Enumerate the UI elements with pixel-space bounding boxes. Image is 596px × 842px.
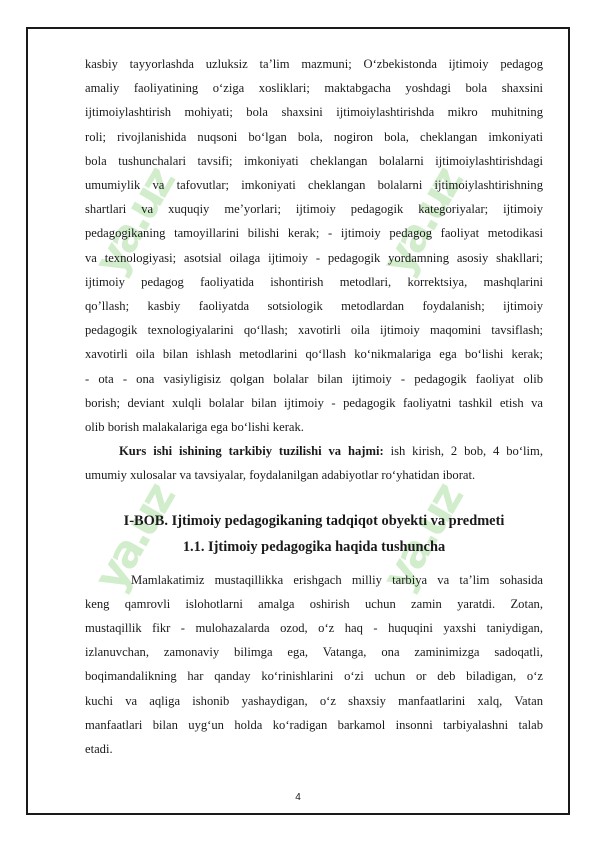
text-line: va texnologiyasi; asotsial oilaga ijtimoiy - pedagogik yordamning asosiy shakllari;	[85, 250, 543, 265]
text-line: izlanuvchan, zamonaviy bilimga ega, Vatanga, ona zaminimizga sadoqatli,	[85, 645, 543, 660]
text-line: amaliy faoliyatining o‘ziga xosliklari; maktabgacha yoshdagi bola shaxsini	[85, 81, 543, 96]
text-line: keng qamrovli islohotlarni amalga oshirish uchun zamin yaratdi. Zotan,	[85, 596, 543, 611]
watermark: ya.uz	[372, 476, 473, 600]
section-paragraph	[85, 568, 543, 762]
text-line: shartlari va xuquqiy me’yorlari; ijtimoiy pedagogik kategoriyalar; ijtimoiy	[85, 202, 543, 217]
text-line: roli; rivojlanishida nuqsoni bo‘lgan bola, nogiron bola, cheklangan imkoniyati	[85, 129, 543, 144]
text-line: umumiy xulosalar va tavsiyalar, foydalanilgan adabiyotlar ro‘yhatidan iborat.	[85, 468, 476, 483]
text-line: qo’llash; kasbiy faoliyatda sotsiologik metodlardan foydalanish; ijtimoiy	[85, 299, 543, 314]
text-line: kuchi va aqliga ishonib yashaydigan, o‘z shaxsiy manfaatlarini xalq, Vatan	[85, 693, 543, 708]
text-line: pedagogik texnologiyalarini qo‘llash; xavotirli oila ijtimoiy maqomini tavsiflash;	[85, 323, 543, 338]
chapter-heading: I-BOB. Ijtimoiy pedagogikaning tadqiqot obyekti va predmeti	[123, 512, 505, 529]
text-line: etadi.	[85, 742, 113, 757]
watermark: ya.uz	[84, 476, 185, 600]
structure-text: ish kirish, 2 bob, 4 bo‘lim,	[383, 444, 543, 459]
text-line: umumiylik va tafovutlar; imkoniyati cheklangan bolalarni ijtimoiylashtirishning	[85, 178, 543, 193]
text-line: ijtimoiylashtirish mohiyati; bola shaxsini ijtimoiylashtirishda mikro muhitning	[85, 105, 543, 120]
section-heading: 1.1. Ijtimoiy pedagogika haqida tushuncha	[182, 538, 446, 555]
text-line: - ota - ona vasiyligisiz qolgan bolalar bilan ijtimoiy - pedagogik faoliyat olib	[85, 371, 543, 386]
page-number: 4	[295, 792, 301, 803]
text-line: mustaqillik fikr - mulohazalarda ozod, o‘z haq - huquqini yaxshi taniydigan,	[85, 621, 543, 636]
text-line: bola tushunchalari tavsifi; imkoniyati cheklangan bolalarni ijtimoiylashtirishdagi	[85, 153, 543, 168]
text-line: boqimandalikning har qanday ko‘rinishlarini o‘zi uchun or deb biladigan, o‘z	[85, 669, 543, 684]
text-line: olib borish malakalariga ega bo‘lishi kerak.	[85, 420, 304, 435]
text-line: borish; deviant xulqli bolalar bilan ijtimoiy - pedagogik faoliyatni tashkil etish va	[85, 395, 543, 410]
text-line: xavotirli oila bilan ishlash metodlarini qo‘llash ko‘nikmalariga ega bo‘lishi kerak;	[85, 347, 543, 362]
structure-label: Kurs ishi ishining tarkibiy tuzilishi va hajmi:	[119, 444, 384, 459]
document-body	[85, 52, 543, 761]
intro-paragraph	[85, 52, 543, 439]
text-line: manfaatlari bilan uyg‘un holda ko‘radigan barkamol insonni tarbiyalashni talab	[85, 717, 543, 732]
structure-paragraph	[85, 439, 543, 487]
structure-line	[85, 439, 543, 463]
text-line: pedagogikaning tamoyillarini bilishi kerak; - ijtimoiy pedagog faoliyat metodikasi	[85, 226, 543, 241]
watermark: ya.uz	[372, 160, 473, 284]
watermark: ya.uz	[84, 160, 185, 284]
text-line: kasbiy tayyorlashda uzluksiz ta’lim mazmuni; O‘zbekistonda ijtimoiy pedagog	[85, 57, 543, 71]
text-line: ijtimoiy pedagog faoliyatida ishontirish metodlari, korrektsiya, mashqlarini	[85, 274, 543, 289]
text-line: Mamlakatimiz mustaqillikka erishgach milliy tarbiya va ta’lim sohasida	[131, 572, 543, 587]
